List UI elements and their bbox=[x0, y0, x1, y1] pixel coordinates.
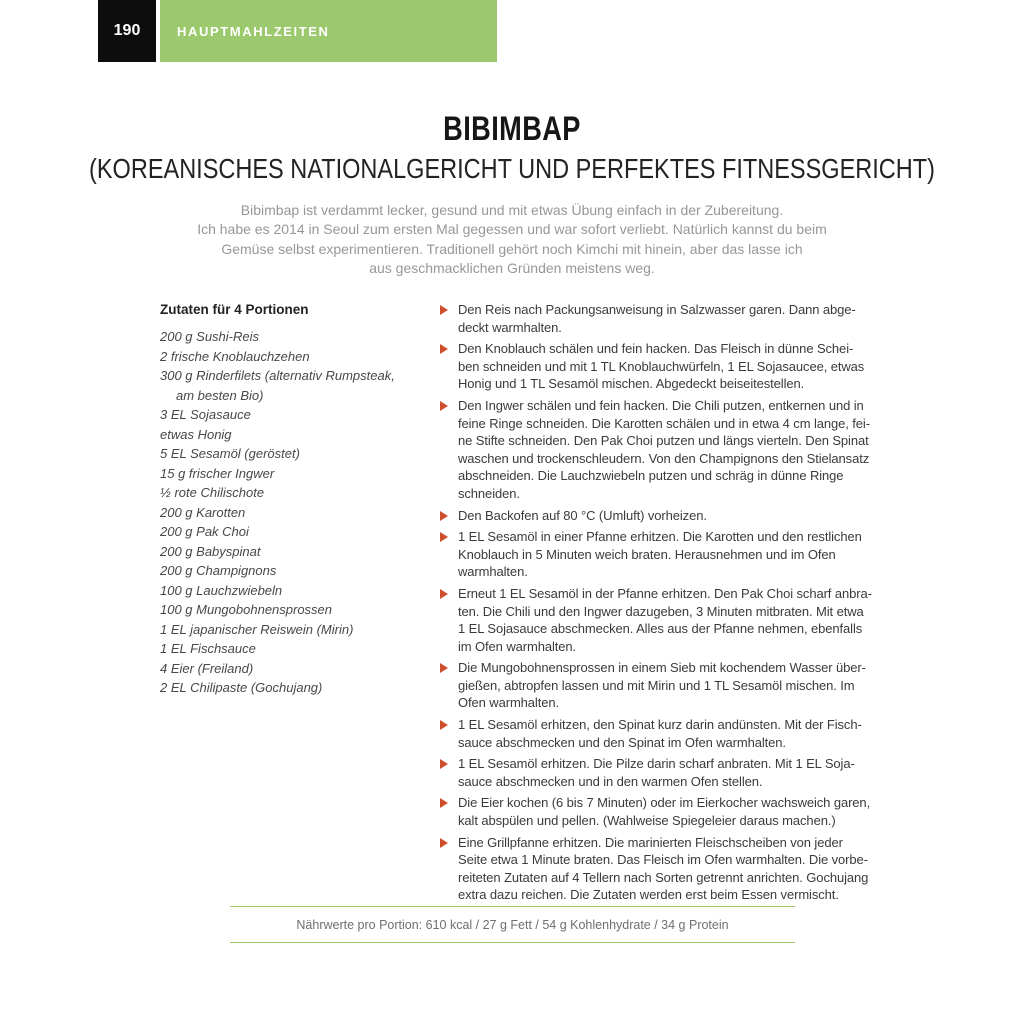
instruction-step bbox=[440, 397, 900, 503]
recipe-subtitle: (KOREANISCHES NATIONALGERICHT UND PERFEKTES FITNESSGERICHT) bbox=[89, 153, 935, 184]
step-line: Den Knoblauch schälen und fein hacken. Das Fleisch in dünne Schei- bbox=[458, 341, 854, 357]
step-text bbox=[458, 794, 870, 829]
instruction-step bbox=[440, 340, 900, 393]
instruction-step bbox=[440, 507, 900, 525]
ingredient-item: 200 g Champignons bbox=[160, 563, 277, 578]
step-text bbox=[458, 301, 856, 336]
bullet-arrow-icon bbox=[440, 798, 448, 808]
ingredient-item: 300 g Rinderfilets (alternativ Rumpsteak, am besten Bio) bbox=[160, 368, 395, 403]
step-line: kalt abspülen und pellen. (Wahlweise Spiegeleier daraus machen.) bbox=[458, 813, 836, 829]
instruction-step bbox=[440, 794, 900, 829]
bullet-arrow-icon bbox=[440, 759, 448, 769]
instruction-step bbox=[440, 755, 900, 790]
bullet-arrow-icon bbox=[440, 305, 448, 315]
ingredient-item: 2 frische Knoblauchzehen bbox=[160, 348, 310, 364]
step-line: 1 EL Sojasauce abschmecken. Alles aus der Pfanne nehmen, ebenfalls bbox=[458, 621, 863, 637]
step-line: Den Reis nach Packungsanweisung in Salzwasser garen. Dann abge- bbox=[458, 302, 856, 317]
bullet-arrow-icon bbox=[440, 589, 448, 599]
instruction-step bbox=[440, 528, 900, 581]
instruction-step bbox=[440, 659, 900, 712]
ingredient-item: 5 EL Sesamöl (geröstet) bbox=[160, 446, 300, 461]
step-line: Den Backofen auf 80 °C (Umluft) vorheizen. bbox=[458, 507, 707, 523]
ingredient-item: 1 EL japanischer Reiswein (Mirin) bbox=[160, 621, 354, 637]
bullet-arrow-icon bbox=[440, 838, 448, 848]
ingredient-item: 200 g Sushi-Reis bbox=[160, 329, 259, 344]
step-line: ten. Die Chili und den Ingwer dazugeben, 3 Minuten mitbraten. Mit etwa bbox=[458, 603, 864, 619]
ingredient-item: 4 Eier (Freiland) bbox=[160, 660, 254, 676]
ingredient-item: 2 EL Chilipaste (Gochujang) bbox=[160, 680, 323, 695]
step-text bbox=[458, 340, 864, 393]
nutrition-text: Nährwerte pro Portion: 610 kcal / 27 g Fett / 54 g Kohlenhydrate / 34 g Protein bbox=[296, 918, 729, 932]
ingredient-item: 1 EL Fischsauce bbox=[160, 641, 256, 656]
bullet-arrow-icon bbox=[440, 401, 448, 411]
step-text bbox=[458, 507, 707, 525]
ingredient-item: 100 g Mungobohnensprossen bbox=[160, 602, 333, 617]
step-line: 1 EL Sesamöl erhitzen, den Spinat kurz darin andünsten. Mit der Fisch- bbox=[458, 717, 862, 733]
ingredients-heading: Zutaten für 4 Portionen bbox=[160, 302, 309, 317]
step-text bbox=[458, 397, 870, 503]
instruction-step bbox=[440, 834, 900, 904]
instruction-step bbox=[440, 716, 900, 751]
step-line: feine Ringe schneiden. Die Karotten schälen und in etwa 4 cm lange, fei- bbox=[458, 415, 870, 431]
bullet-arrow-icon bbox=[440, 663, 448, 673]
step-text bbox=[458, 528, 862, 581]
step-line: warmhalten. bbox=[458, 564, 528, 580]
ingredients-column bbox=[160, 302, 410, 698]
step-line: 1 EL Sesamöl erhitzen. Die Pilze darin scharf anbraten. Mit 1 EL Soja- bbox=[458, 756, 855, 772]
step-line: Erneut 1 EL Sesamöl in der Pfanne erhitzen. Den Pak Choi scharf anbra- bbox=[458, 585, 872, 601]
ingredient-item: ½ rote Chilischote bbox=[160, 485, 265, 500]
ingredient-item: etwas Honig bbox=[160, 426, 232, 442]
step-line: Eine Grillpfanne erhitzen. Die marinierten Fleischscheiben von jeder bbox=[458, 834, 843, 850]
page-number: 190 bbox=[98, 0, 156, 62]
ingredient-item: 200 g Pak Choi bbox=[160, 524, 249, 539]
intro-line: Ich habe es 2014 in Seoul zum ersten Mal gegessen und war sofort verliebt. Natürlich kannst du beim bbox=[197, 221, 827, 238]
steps-list bbox=[440, 301, 900, 908]
bullet-arrow-icon bbox=[440, 511, 448, 521]
bullet-arrow-icon bbox=[440, 532, 448, 542]
step-line: Den Ingwer schälen und fein hacken. Die Chili putzen, entkernen und in bbox=[458, 397, 864, 413]
step-line: Ofen warmhalten. bbox=[458, 695, 560, 711]
intro-line: Gemüse selbst experimentieren. Traditionell gehört noch Kimchi mit hinein, aber das lasse ich bbox=[221, 240, 803, 257]
step-line: Seite etwa 1 Minute braten. Das Fleisch im Ofen warmhalten. Die vorbe- bbox=[458, 852, 868, 868]
step-line: ne Stifte schneiden. Den Pak Choi putzen und längs vierteln. Den Spinat bbox=[458, 433, 869, 449]
step-line: Die Mungobohnensprossen in einem Sieb mit kochendem Wasser über- bbox=[458, 660, 866, 676]
page-header bbox=[98, 0, 497, 62]
step-text bbox=[458, 755, 855, 790]
step-text bbox=[458, 659, 866, 712]
intro-line: aus geschmacklichen Gründen meistens weg. bbox=[369, 259, 655, 276]
step-line: reiteten Zutaten auf 4 Tellern nach Sorten getrennt anrichten. Gochujang bbox=[458, 869, 869, 885]
intro-paragraph bbox=[0, 201, 1024, 278]
bullet-arrow-icon bbox=[440, 344, 448, 354]
instruction-step bbox=[440, 301, 900, 336]
step-line: im Ofen warmhalten. bbox=[458, 638, 577, 654]
step-line: extra dazu reichen. Die Zutaten werden erst beim Essen vermischt. bbox=[458, 887, 839, 903]
ingredient-item: 100 g Lauchzwiebeln bbox=[160, 582, 283, 598]
step-line: Knoblauch in 5 Minuten weich braten. Herausnehmen und im Ofen bbox=[458, 546, 836, 562]
step-line: gießen, abtropfen lassen und mit Mirin und 1 TL Sesamöl mischen. Im bbox=[458, 677, 855, 693]
step-line: waschen und trockenschleudern. Von den Champignons den Stielansatz bbox=[458, 450, 870, 466]
divider-bottom bbox=[230, 942, 795, 943]
step-line: ben schneiden und mit 1 TL Knoblauchwürfeln, 1 EL Sojasaucee, etwas bbox=[458, 358, 865, 374]
ingredient-item: 200 g Babyspinat bbox=[160, 543, 261, 559]
recipe-title: BIBIMBAP bbox=[443, 110, 581, 148]
step-line: 1 EL Sesamöl in einer Pfanne erhitzen. Die Karotten und den restlichen bbox=[458, 529, 862, 545]
section-title: HAUPTMAHLZEITEN bbox=[177, 23, 330, 39]
step-text bbox=[458, 834, 868, 904]
intro-line: Bibimbap ist verdammt lecker, gesund und mit etwas Übung einfach in der Zubereitung. bbox=[240, 202, 784, 218]
section-bar bbox=[160, 0, 497, 62]
nutrition-bar bbox=[230, 906, 795, 943]
bullet-arrow-icon bbox=[440, 720, 448, 730]
ingredients-list bbox=[160, 327, 410, 698]
instruction-step bbox=[440, 585, 900, 655]
step-line: schneiden. bbox=[458, 485, 520, 501]
step-line: sauce abschmecken und den Spinat im Ofen warmhalten. bbox=[458, 734, 786, 750]
step-line: deckt warmhalten. bbox=[458, 319, 562, 335]
step-line: sauce abschmecken und in den warmen Ofen stellen. bbox=[458, 773, 763, 789]
ingredient-item: 200 g Karotten bbox=[160, 504, 246, 520]
step-line: abschneiden. Die Lauchzwiebeln putzen und schräg in dünne Ringe bbox=[458, 468, 844, 484]
ingredient-item: 15 g frischer Ingwer bbox=[160, 465, 275, 481]
step-text bbox=[458, 585, 872, 655]
title-block bbox=[0, 110, 1024, 185]
step-line: Die Eier kochen (6 bis 7 Minuten) oder im Eierkocher wachsweich garen, bbox=[458, 795, 871, 811]
step-text bbox=[458, 716, 862, 751]
ingredient-item: 3 EL Sojasauce bbox=[160, 407, 251, 422]
step-line: Honig und 1 TL Sesamöl mischen. Abgedeckt beiseitestellen. bbox=[458, 376, 805, 392]
